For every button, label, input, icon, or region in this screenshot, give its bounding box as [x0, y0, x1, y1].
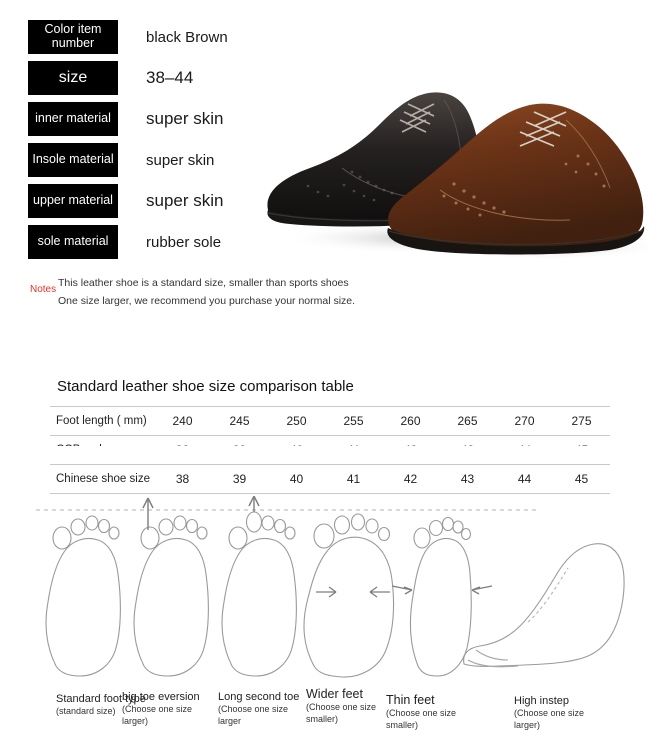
spec-value-sole-material: rubber sole [146, 233, 222, 251]
foot-caption-title: Thin feet [386, 693, 435, 707]
foot-caption-sub: (Choose one size larger) [514, 708, 585, 730]
spec-label-inner-material: inner material [28, 102, 118, 136]
size-table-title: Standard leather shoe size comparison table [57, 378, 354, 395]
image-seam-band [0, 446, 659, 460]
foot-caption-title: High instep [514, 695, 570, 707]
foot-caption-title: Wider feet [306, 687, 363, 701]
row-header-foot-length: Foot length ( mm) [50, 407, 154, 436]
spec-label-insole-material: Insole material [28, 143, 118, 177]
note-line-2: One size larger, we recommend you purchase your normal size. [58, 295, 356, 308]
note-line-1: This leather shoe is a standard size, smaller than sports shoes [58, 277, 349, 289]
cell: 270 [496, 407, 553, 436]
spec-value-inner-material: super skin [146, 109, 224, 128]
spec-label-upper-material: upper material [28, 184, 118, 218]
cell: 255 [325, 407, 382, 436]
cell: 40 [268, 465, 325, 494]
foot-caption-big-toe-eversion [122, 690, 218, 728]
foot-caption-thin-feet [386, 692, 478, 732]
spec-row [28, 20, 318, 54]
cell: 44 [496, 465, 553, 494]
cell: 265 [439, 407, 496, 436]
foot-caption-sub: (Choose one size smaller) [386, 708, 457, 730]
spec-label-color-item-number: Color item number [28, 20, 118, 54]
spec-label-sole-material: sole material [28, 225, 118, 259]
spec-value-upper-material: super skin [146, 191, 224, 210]
cell: 39 [211, 465, 268, 494]
cell: 42 [382, 465, 439, 494]
notes-label: Notes [30, 284, 57, 295]
product-photo-dress-shoes [248, 60, 648, 265]
spec-value-size: 38–44 [146, 68, 194, 87]
foot-caption-title: Standard foot type [56, 693, 146, 705]
cell: 38 [154, 465, 211, 494]
foot-type-illustrations [0, 496, 659, 696]
cell: 250 [268, 407, 325, 436]
cell: 43 [439, 465, 496, 494]
spec-value-insole-material: super skin [146, 151, 215, 169]
foot-type-diagram-block [0, 496, 659, 739]
foot-caption-title: big toe eversion [122, 691, 200, 703]
foot-caption-high-instep [514, 694, 606, 732]
cell: 245 [211, 407, 268, 436]
notes-block [30, 276, 370, 308]
foot-caption-sub: (standard size) [56, 706, 116, 717]
foot-caption-title: Long second toe [218, 691, 300, 703]
cell: 45 [553, 465, 610, 494]
cell: 240 [154, 407, 211, 436]
row-header-chinese-shoe-size: Chinese shoe size [50, 465, 154, 494]
table-row [50, 465, 610, 494]
cell: 275 [553, 407, 610, 436]
spec-value-color-item-number: black Brown [146, 28, 228, 46]
foot-caption-sub: (Choose one size larger [218, 704, 289, 726]
cell: 260 [382, 407, 439, 436]
cell: 41 [325, 465, 382, 494]
table-row [50, 407, 610, 436]
foot-caption-sub: (Choose one size smaller) [306, 702, 377, 724]
foot-caption-sub: (Choose one size larger) [122, 704, 193, 726]
spec-label-size: size [28, 61, 118, 95]
foot-caption-long-second-toe [218, 690, 310, 728]
size-comparison-block [0, 360, 659, 490]
